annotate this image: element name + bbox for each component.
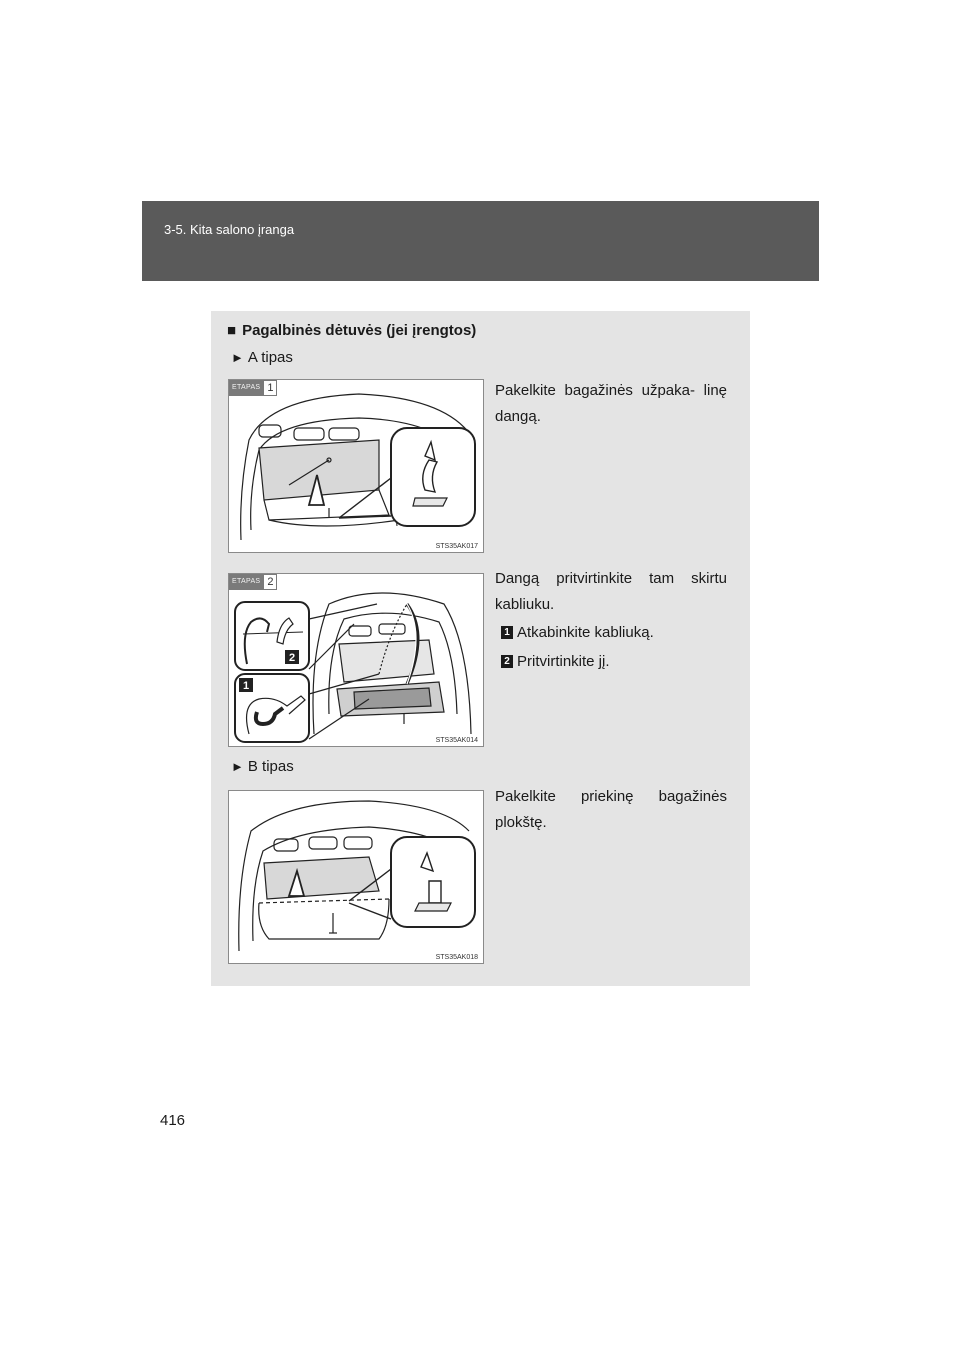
type-b-description: Pakelkite priekinę bagažinės plokštę. <box>495 788 727 831</box>
figure-step2 <box>228 573 484 747</box>
callout-2-label: 2 <box>288 652 296 664</box>
trunk-illustration-step2 <box>229 574 484 747</box>
step-badge-word: ETAPAS <box>229 574 263 590</box>
type-a-label <box>231 349 293 366</box>
step2-description: Dangą pritvirtinkite tam skirtu kabliuku. <box>495 570 727 613</box>
type-b-label <box>231 758 294 775</box>
number-2-icon: 2 <box>501 655 513 668</box>
triangle-right-icon: ► <box>231 350 244 365</box>
figure-step1 <box>228 379 484 553</box>
figure-type-b <box>228 790 484 964</box>
step-badge-number: 1 <box>263 380 277 396</box>
step-2-badge <box>229 574 277 590</box>
substep-2-text: Pritvirtinkite jį. <box>517 653 610 670</box>
figure-code: STS35AK017 <box>435 543 478 550</box>
step-badge-word: ETAPAS <box>229 380 263 396</box>
figure-code: STS35AK018 <box>435 954 478 961</box>
figure-code: STS35AK014 <box>435 737 478 744</box>
page-number: 416 <box>160 1112 186 1129</box>
step-badge-number: 2 <box>263 574 277 590</box>
chapter-header-band <box>142 201 819 281</box>
type-a-text: A tipas <box>247 349 293 366</box>
trunk-illustration-type-b <box>229 791 484 964</box>
square-bullet-icon: ■ <box>227 322 237 339</box>
substep-1 <box>501 624 654 641</box>
trunk-illustration-step1 <box>229 380 484 553</box>
step-1-badge <box>229 380 277 396</box>
type-b-text: B tipas <box>247 758 294 775</box>
substep-2 <box>501 653 610 670</box>
section-heading <box>227 322 476 339</box>
substep-1-text: Atkabinkite kabliuką. <box>517 624 654 641</box>
step1-description: Pakelkite bagažinės užpaka- linę dangą. <box>495 382 727 425</box>
section-title: 3-5. Kita salono įranga <box>164 222 295 237</box>
number-1-icon: 1 <box>501 626 513 639</box>
section-heading-text: Pagalbinės dėtuvės (jei įrengtos) <box>242 322 477 339</box>
triangle-right-icon: ► <box>231 759 244 774</box>
callout-1-label: 1 <box>242 680 250 692</box>
